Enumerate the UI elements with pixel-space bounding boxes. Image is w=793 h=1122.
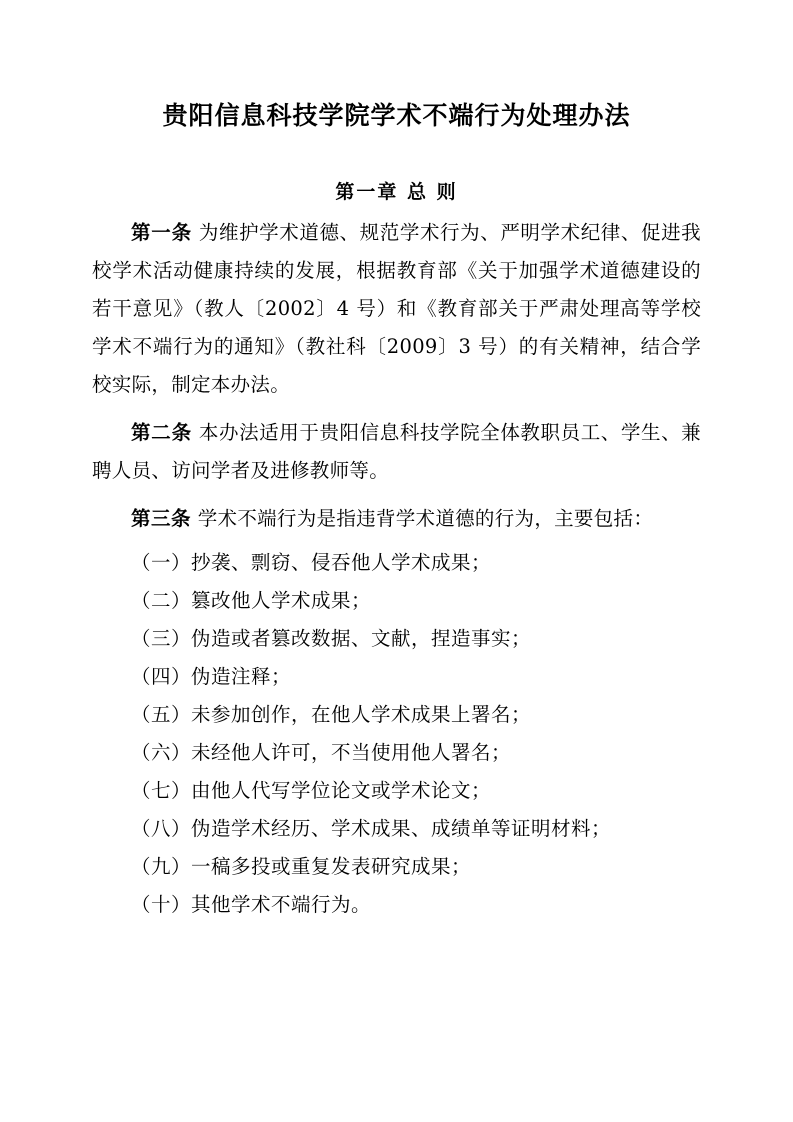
list-item: （三）伪造或者篡改数据、文献，捏造事实； (131, 627, 532, 650)
list-item: （一）抄袭、剽窃、侵吞他人学术成果； (131, 551, 492, 574)
article-paragraph (92, 214, 701, 404)
article-text: 为维护学术道德、规范学术行为、严明学术纪律、促进我校学术活动健康持续的发展，根据教育部《关于加强学术道德建设的若干意见》（教人〔2002〕4 号）和《教育部关于严肃处理高等学校学术不端行为的通知》（教社科〔2009〕3 号）的有关精神，结合学校实际，制定本办法。 (92, 221, 701, 396)
article-number: 第二条 (131, 421, 192, 444)
list-item: （二）篡改他人学术成果； (131, 589, 372, 612)
list-item: （九）一稿多投或重复发表研究成果； (131, 855, 472, 878)
list-item: （四）伪造注释； (131, 665, 292, 688)
list-item: （八）伪造学术经历、学术成果、成绩单等证明材料； (131, 817, 612, 840)
article-number: 第三条 (131, 507, 192, 530)
article-paragraph (92, 414, 701, 490)
article-text: 本办法适用于贵阳信息科技学院全体教职员工、学生、兼聘人员、访问学者及进修教师等。 (92, 421, 701, 482)
article-number: 第一条 (131, 221, 192, 244)
article-text: 学术不端行为是指违背学术道德的行为，主要包括： (197, 507, 654, 530)
chapter-heading: 第一章 总 则 (335, 181, 458, 203)
list-item: （十）其他学术不端行为。 (131, 893, 372, 916)
list-item: （五）未参加创作，在他人学术成果上署名； (131, 703, 532, 726)
article-paragraph (92, 500, 701, 538)
page-title: 贵阳信息科技学院学术不端行为处理办法 (162, 101, 631, 130)
list-item: （七）由他人代写学位论文或学术论文； (131, 779, 492, 802)
list-item: （六）未经他人许可，不当使用他人署名； (131, 741, 512, 764)
